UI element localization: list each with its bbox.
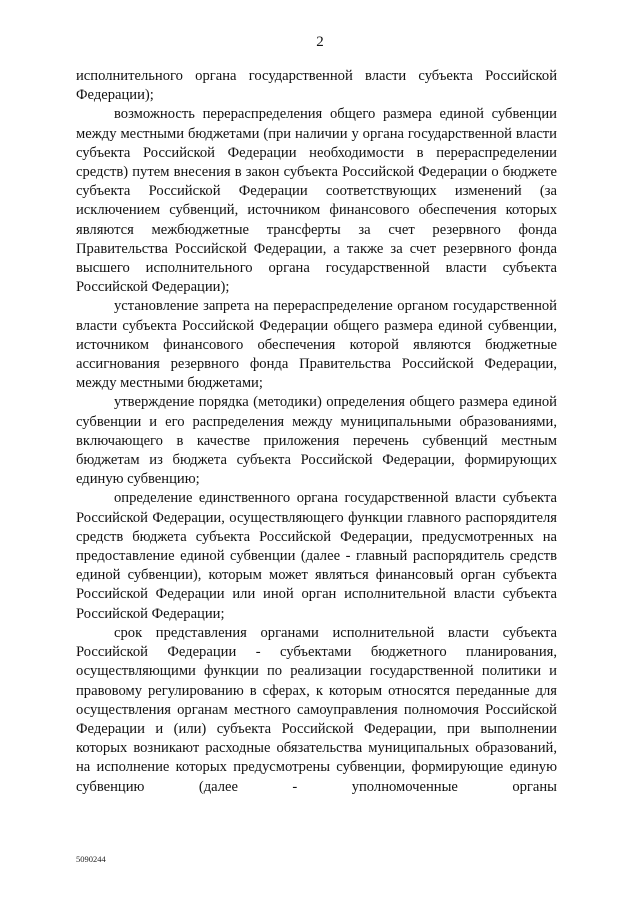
paragraph-continuation: исполнительного органа государственной власти субъекта Российской Федерации); [76,68,557,104]
page-number: 2 [316,34,324,50]
paragraph-submission-deadline: срок представления органами исполнительной власти субъекта Российской Федерации - субъектами бюджетного планирования, осуществляющими функции по реализации государственной политики и правовому регулированию в сферах, к которым относятся переданные для осуществления органам местного самоуправления полномочия Российской Федерации и (или) субъекта Российской Федерации, при выполнении которых возникают расходные обязательства муниципальных образований, на исполнение которых предусмотрены субвенции, формирующие единую субвенцию (далее - уполномоченные органы [76,624,557,795]
paragraph-redistribution-ban: установление запрета на перераспределение органом государственной власти субъекта Российской Федерации общего размера единой субвенции, источником финансового обеспечения которой являются бюджетные ассигнования резервного фонда Правительства Российской Федерации, между местными бюджетами; [76,298,557,392]
paragraph-methodology-approval: утверждение порядка (методики) определения общего размера единой субвенции и его распределения между муниципальными образованиями, включающего в качестве приложения перечень субвенций местным бюджетам из бюджета субъекта Российской Федерации, формирующих единую субвенцию; [76,394,557,488]
document-footer-code: 5090244 [76,854,106,864]
paragraph-main-manager-designation: определение единственного органа государственной власти субъекта Российской Федерации, осуществляющего функции главного распорядителя средств бюджета субъекта Российской Федерации, предусмотренных на предоставление единой субвенции (далее - главный распорядитель средств единой субвенции), которым может являться финансовый орган субъекта Российской Федерации или иной орган исполнительной власти субъекта Российской Федерации; [76,490,557,622]
paragraph-redistribution-possibility: возможность перераспределения общего размера единой субвенции между местными бюджетами (при наличии у органа государственной власти субъекта Российской Федерации необходимости в перераспределении средств) путем внесения в закон субъекта Российской Федерации о бюджете субъекта Российской Федерации соответствующих изменений (за исключением субвенций, источником финансового обеспечения которых являются межбюджетные трансферты за счет резервного фонда Правительства Российской Федерации, а также за счет резервного фонда высшего исполнительного органа государственной власти субъекта Российской Федерации); [76,106,557,296]
document-body [76,67,557,797]
